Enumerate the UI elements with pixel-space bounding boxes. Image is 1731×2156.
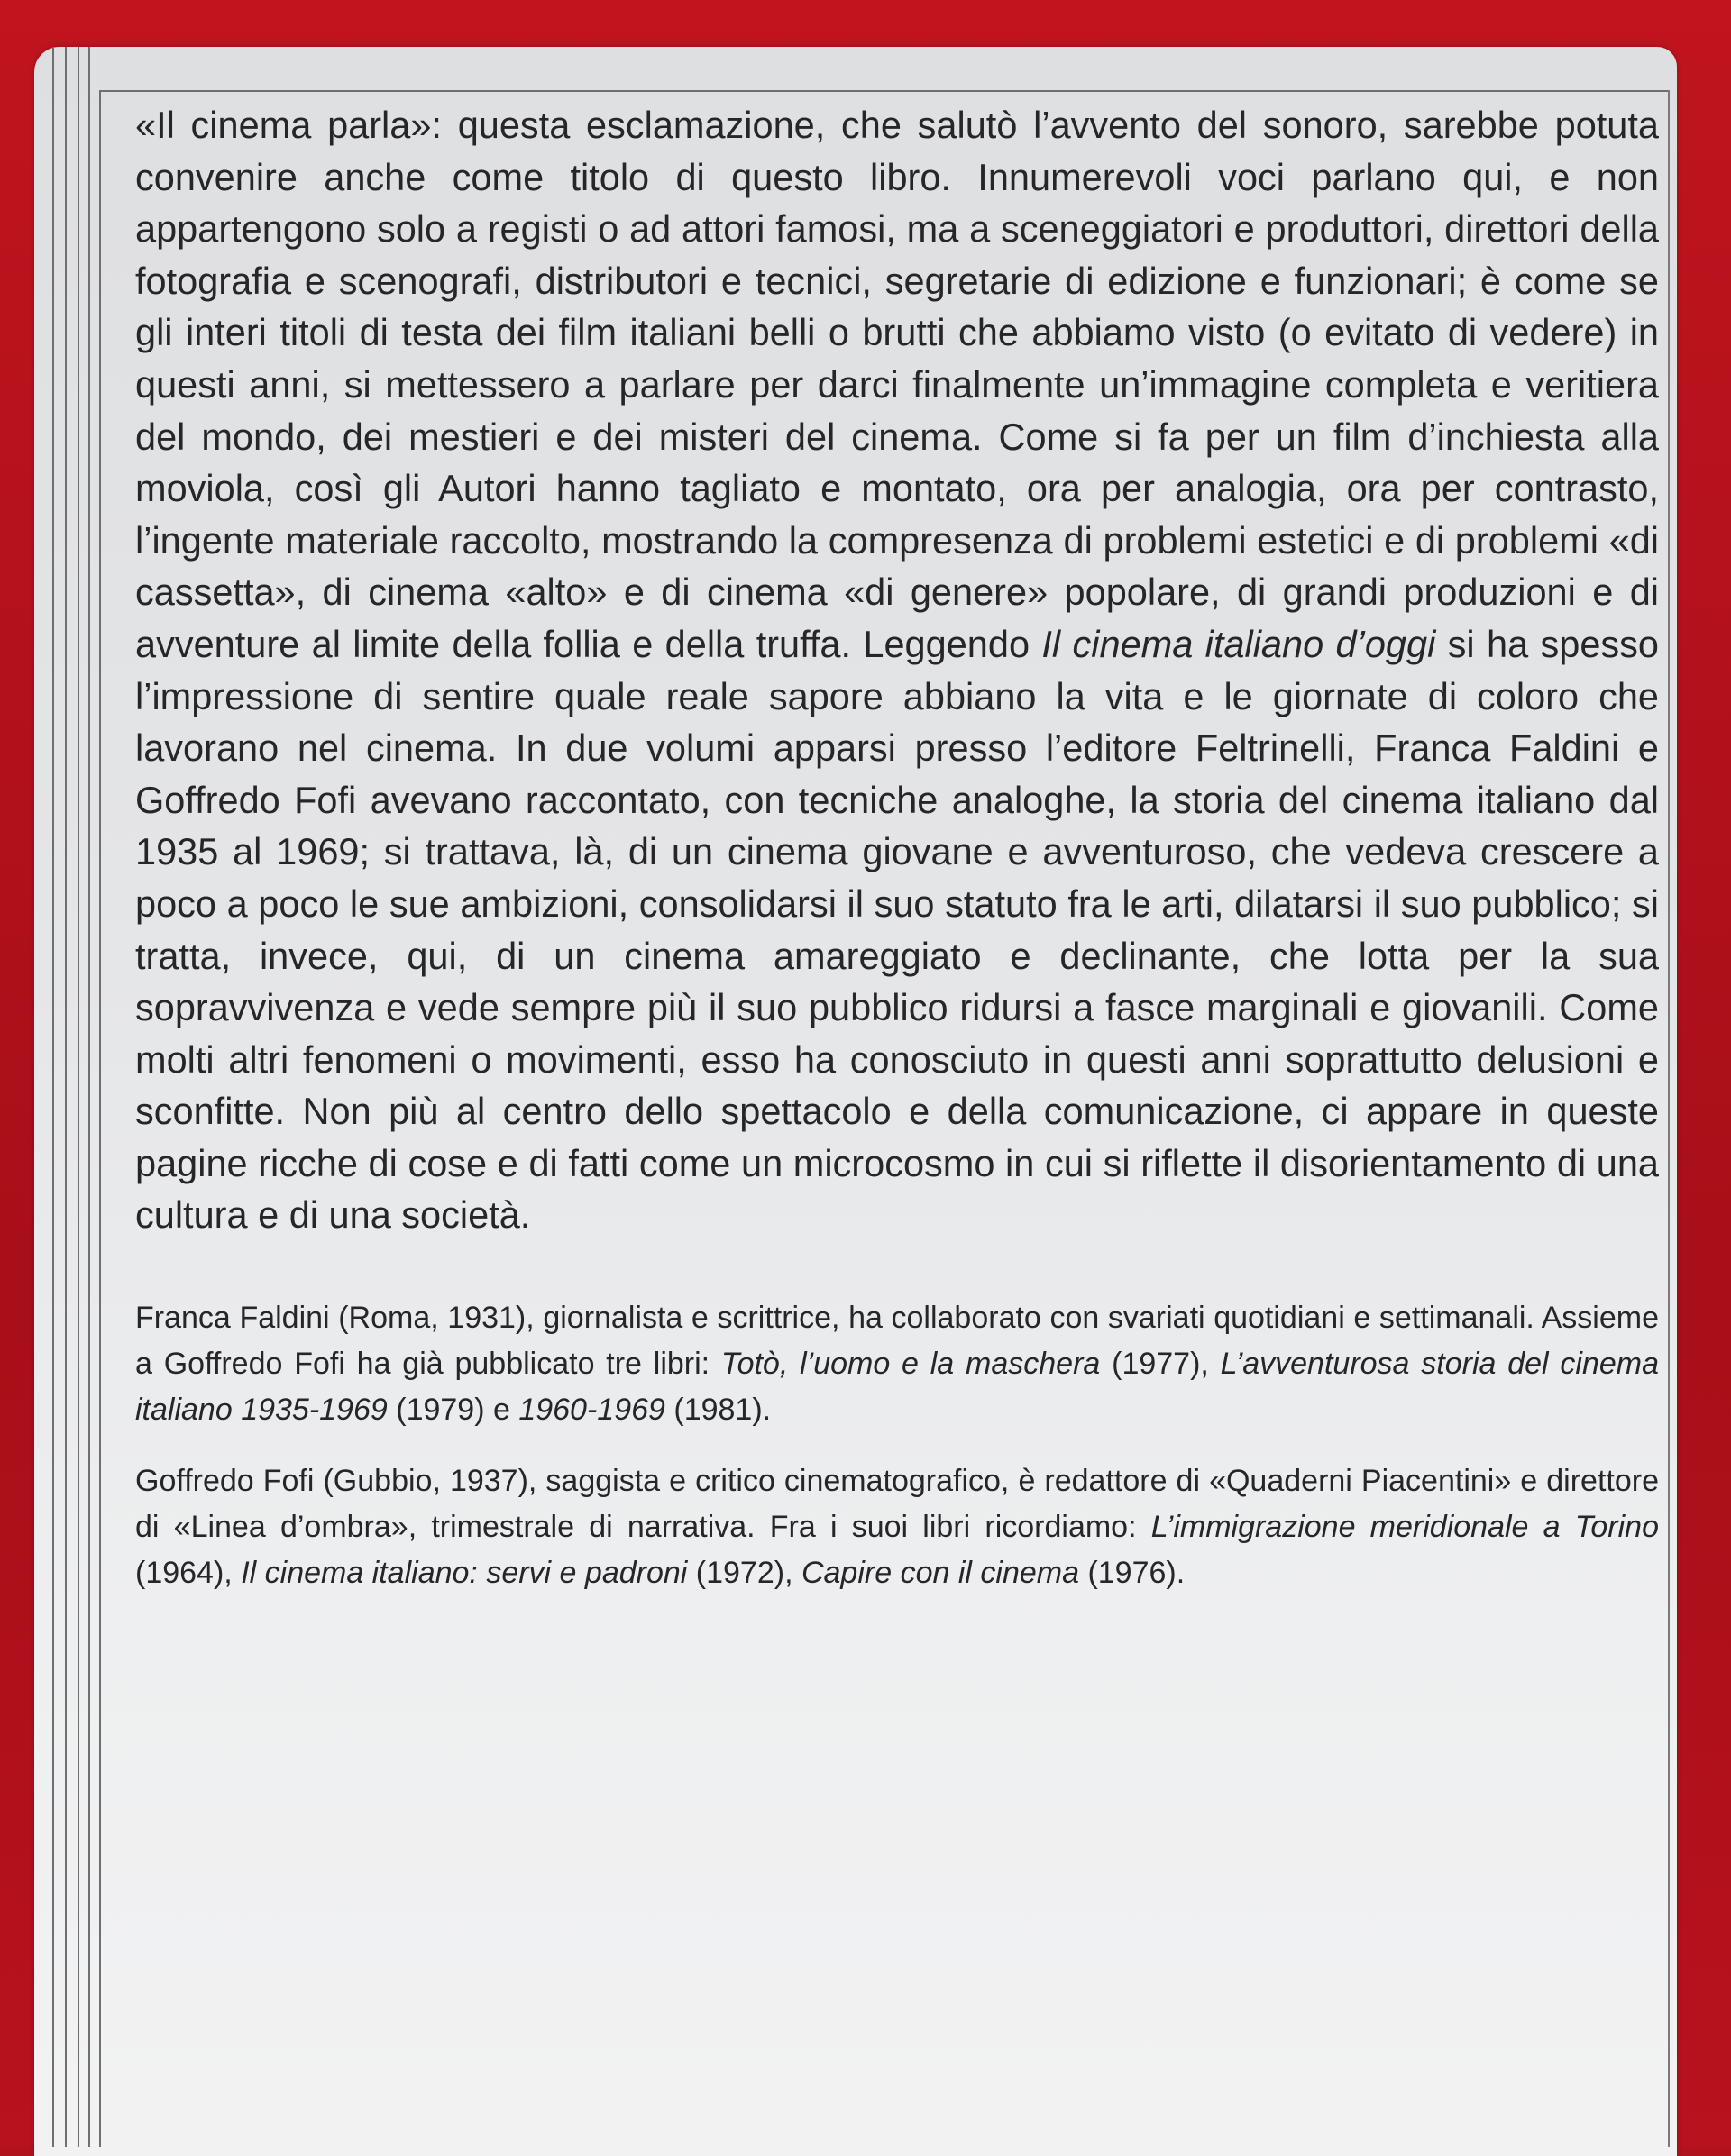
frame-left-rule bbox=[99, 90, 101, 2147]
bio-text: Goffredo Fofi (Gubbio, 1937), saggista e critico cinematografico, è redattore di «Quaderni Piacentini» e direttore di «Linea d’ombra», trimestrale di narrativa. Fra i suoi libri ricordiamo: bbox=[135, 1464, 1659, 1545]
blurb-paragraph bbox=[135, 99, 1659, 1241]
bio-text: Franca Faldini (Roma, 1931), giornalista e scrittrice, ha collaborato con svariati quotidiani e settimanali. Assieme a Goffredo Fofi ha già pubblicato tre libri: bbox=[135, 1301, 1659, 1382]
book-title: Il cinema italiano d’oggi bbox=[1041, 622, 1436, 665]
frame-right-rule bbox=[1668, 90, 1670, 2147]
blurb-text-part: si ha spesso l’impressione di sentire quale reale sapore abbiano la vita e le giornate di coloro che lavorano nel cinema. In due volumi apparsi presso l’editore Feltrinelli, Franca Faldini e Goffredo Fofi avevano raccontato, con tecniche analoghe, la storia del cinema italiano dal 1935 al 1969; si trattava, là, di un cinema giovane e avventuroso, che vedeva crescere a poco a poco le sue ambizioni, consolidarsi il suo statuto fra le arti, dilatarsi il suo pubblico; si tratta, invece, qui, di un cinema amareggiato e declinante, che lotta per la sua sopravvivenza e vede sempre più il suo pubblico ridursi a fasce marginali e giovanili. Come molti altri fenomeni o movimenti, esso ha conosciuto in questi anni soprattutto delusioni e sconfitte. Non più al centro dello spettacolo e della comunicazione, ci appare in queste pagine ricche di cose e di fatti come un microcosmo in cui si riflette il disorientamento di una cultura e di una società. bbox=[135, 622, 1659, 1237]
bio-text: (1981). bbox=[664, 1393, 772, 1428]
author-bio-faldini bbox=[135, 1295, 1659, 1433]
author-bio-fofi bbox=[135, 1458, 1659, 1596]
bio-text: (1976). bbox=[1079, 1556, 1186, 1591]
book-title: Capire con il cinema bbox=[801, 1556, 1079, 1591]
book-title: 1960-1969 bbox=[518, 1393, 665, 1428]
decorative-rule bbox=[65, 47, 67, 2147]
book-title: Il cinema italiano: servi e padroni bbox=[241, 1556, 688, 1591]
book-title: Totò, l’uomo e la maschera bbox=[720, 1347, 1101, 1382]
bio-text: (1972), bbox=[687, 1556, 801, 1591]
decorative-rule bbox=[52, 47, 54, 2147]
bio-text: (1964), bbox=[135, 1556, 242, 1591]
cover-text bbox=[135, 99, 1659, 1596]
bio-text: (1979) e bbox=[387, 1393, 519, 1428]
book-title: L’immigrazione meridionale a Torino bbox=[1150, 1510, 1659, 1545]
blurb-text-part: «Il cinema parla»: questa esclamazione, che salutò l’avvento del sonoro, sarebbe potuta convenire anche come titolo di questo libro. Innumerevoli voci parlano qui, e non appartengono solo a registi o ad attori famosi, ma a sceneggiatori e produttori, direttori della fotografia e scenografi, distributori e tecnici, segretarie di edizione e funzionari; è come se gli interi titoli di testa dei film italiani belli o brutti che abbiamo visto (o evitato di vedere) in questi anni, si mettessero a parlare per darci finalmente un’immagine completa e veritiera del mondo, dei mestieri e dei misteri del cinema. Come si fa per un film d’inchiesta alla moviola, così gli Autori hanno tagliato e montato, ora per analogia, ora per contrasto, l’ingente materiale raccolto, mostrando la compresenza di problemi estetici e di problemi «di cassetta», di cinema «alto» e di cinema «di genere» popolare, di grandi produzioni e di avventure al limite della follia e della truffa. Leggendo bbox=[135, 104, 1659, 665]
frame-top-rule bbox=[99, 90, 1668, 92]
decorative-rule bbox=[78, 47, 79, 2147]
book-title: L’avventurosa storia del cinema italiano 1935-1969 bbox=[135, 1347, 1659, 1428]
bio-text: (1977), bbox=[1100, 1347, 1221, 1382]
decorative-rule bbox=[88, 47, 90, 2147]
